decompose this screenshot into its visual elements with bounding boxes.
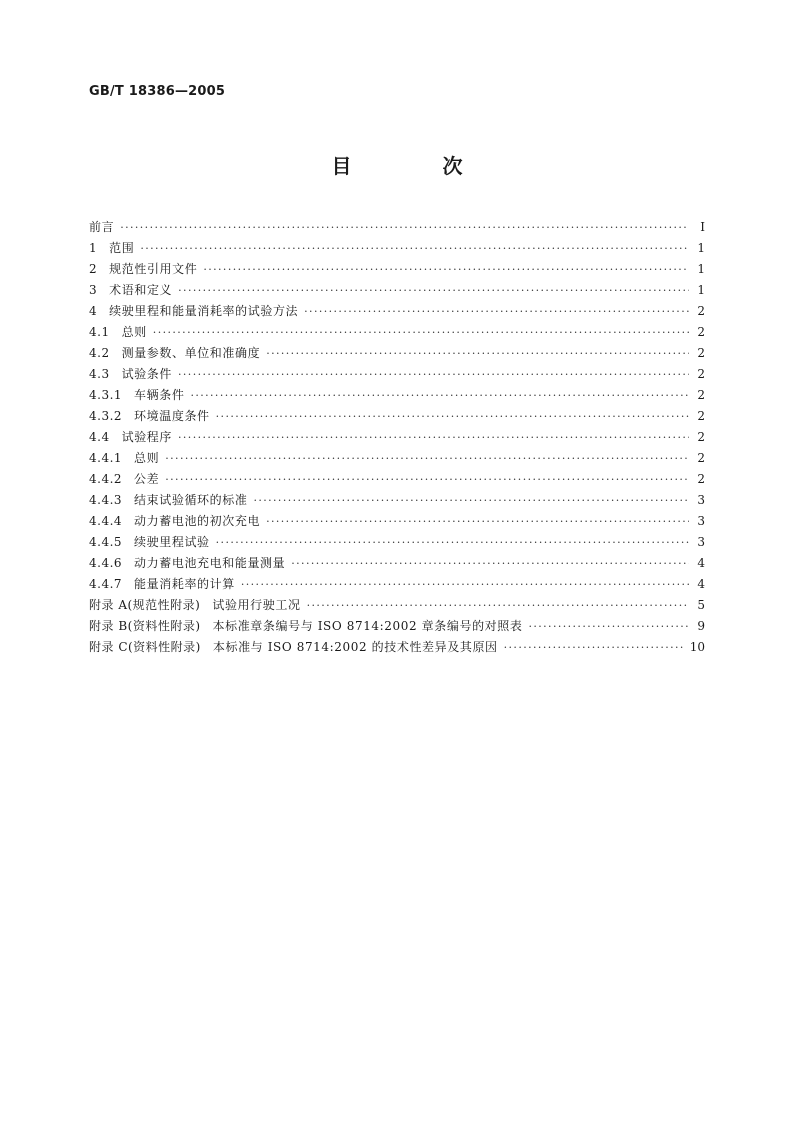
toc-entry-title: 车辆条件 [134,388,185,402]
toc-entry-number: 3 [89,283,98,297]
toc-entry-title: 测量参数、单位和准确度 [121,346,261,360]
toc-entry-text [89,343,260,364]
toc-entry-title: 术语和定义 [109,283,173,297]
toc-entry[interactable] [89,595,705,616]
toc-entry-text [89,616,522,637]
toc-entry-page: 2 [697,346,705,360]
toc-entry-title: 总则 [121,325,147,339]
toc-entry-title: 续驶里程和能量消耗率的试验方法 [109,304,299,318]
toc-dot-leader [120,217,689,238]
toc-entry[interactable] [89,553,705,574]
toc-entry-page: 5 [697,598,705,612]
document-code: GB/T 18386—2005 [89,84,226,99]
toc-entry-title: 范围 [109,241,135,255]
toc-entry-page: 4 [697,556,705,570]
toc-dot-leader [216,406,689,427]
toc-entry-title: 本标准章条编号与 ISO 8714:2002 章条编号的对照表 [212,619,523,633]
toc-entry-number: 4.3 [89,367,110,381]
toc-entry-page: 1 [697,262,705,276]
toc-entry-title: 规范性引用文件 [109,262,198,276]
toc-dot-leader [307,595,689,616]
toc-entry-number: 4.4.5 [89,535,123,549]
toc-entry-title: 环境温度条件 [134,409,210,423]
toc-entry-title: 结束试验循环的标准 [134,493,248,507]
toc-entry-number: 4.4.6 [89,556,123,570]
toc-entry-title: 本标准与 ISO 8714:2002 的技术性差异及其原因 [212,640,498,654]
toc-entry-page: 2 [697,430,705,444]
toc-entry-title: 试验条件 [121,367,172,381]
toc-dot-leader [504,637,684,658]
toc-entry-number: 1 [89,241,98,255]
toc-entry-text [89,406,210,427]
toc-entry-number: 附录 B(资料性附录) [89,619,201,633]
toc-entry-page: 2 [697,304,705,318]
toc-entry[interactable] [89,280,705,301]
toc-entry-number: 4.4.3 [89,493,123,507]
toc-entry-page: 2 [697,367,705,381]
toc-dot-leader [140,238,689,259]
toc-entry-text [89,259,197,280]
toc-dot-leader [253,490,689,511]
toc-entry[interactable] [89,427,705,448]
toc-entry[interactable] [89,490,705,511]
toc-entry-page: 9 [697,619,705,633]
toc-entry[interactable] [89,511,705,532]
toc-entry-text [89,637,498,658]
toc-entry[interactable] [89,238,705,259]
toc-entry[interactable] [89,217,705,238]
toc-entry-page: 2 [697,388,705,402]
toc-entry-number: 附录 A(规范性附录) [89,598,201,612]
toc-entry-number: 4.4.7 [89,577,123,591]
page-title: 目 次 [331,154,505,178]
table-of-contents [89,217,705,658]
toc-entry-text [89,322,147,343]
toc-entry-title: 前言 [89,220,115,234]
toc-entry-text [89,280,172,301]
toc-dot-leader [266,343,689,364]
toc-dot-leader [203,259,689,280]
toc-entry-page: 2 [697,325,705,339]
toc-entry-page: 2 [697,472,705,486]
toc-dot-leader [165,469,689,490]
toc-dot-leader [241,574,689,595]
toc-entry[interactable] [89,259,705,280]
toc-entry[interactable] [89,574,705,595]
toc-entry-number: 4.2 [89,346,110,360]
toc-entry-title: 总则 [134,451,160,465]
toc-entry[interactable] [89,385,705,406]
toc-entry-title: 试验用行驶工况 [212,598,301,612]
toc-entry[interactable] [89,301,705,322]
toc-entry-number: 2 [89,262,98,276]
toc-dot-leader [190,385,689,406]
toc-entry-text [89,532,210,553]
toc-entry-page: 1 [697,283,705,297]
toc-entry-text [89,574,235,595]
toc-entry-page: I [700,220,705,234]
toc-entry-text [89,427,172,448]
toc-entry-number: 附录 C(资料性附录) [89,640,201,654]
toc-entry-text [89,553,285,574]
toc-dot-leader [304,301,689,322]
toc-entry-number: 4.3.2 [89,409,123,423]
toc-entry[interactable] [89,343,705,364]
toc-entry-page: 3 [697,514,705,528]
toc-entry-number: 4.4.4 [89,514,123,528]
toc-entry-title: 续驶里程试验 [134,535,210,549]
toc-dot-leader [153,322,689,343]
toc-entry[interactable] [89,406,705,427]
toc-entry-text [89,511,260,532]
toc-entry-page: 2 [697,451,705,465]
toc-entry-page: 1 [697,241,705,255]
toc-dot-leader [216,532,689,553]
toc-entry[interactable] [89,469,705,490]
toc-dot-leader [291,553,689,574]
toc-entry[interactable] [89,637,705,658]
toc-entry-text [89,469,159,490]
toc-entry-text [89,217,114,238]
toc-dot-leader [528,616,689,637]
toc-entry-number: 4.3.1 [89,388,123,402]
toc-entry-text [89,595,301,616]
toc-dot-leader [178,280,689,301]
toc-entry-title: 能量消耗率的计算 [134,577,235,591]
toc-entry[interactable] [89,448,705,469]
toc-entry-number: 4.4 [89,430,110,444]
toc-entry-text [89,301,298,322]
toc-dot-leader [178,364,689,385]
toc-entry-text [89,238,134,259]
toc-entry-page: 4 [697,577,705,591]
toc-dot-leader [266,511,689,532]
toc-entry-page: 2 [697,409,705,423]
toc-entry-page: 3 [697,535,705,549]
toc-entry-text [89,448,159,469]
toc-entry-text [89,490,247,511]
toc-entry-title: 动力蓄电池的初次充电 [134,514,261,528]
toc-entry-number: 4 [89,304,98,318]
toc-entry-page: 3 [697,493,705,507]
toc-entry-number: 4.1 [89,325,110,339]
toc-entry-text [89,364,172,385]
toc-dot-leader [165,448,689,469]
toc-entry[interactable] [89,364,705,385]
toc-entry[interactable] [89,322,705,343]
toc-entry-title: 动力蓄电池充电和能量测量 [134,556,286,570]
toc-entry[interactable] [89,532,705,553]
toc-dot-leader [178,427,689,448]
toc-entry-text [89,385,184,406]
toc-entry-number: 4.4.1 [89,451,123,465]
toc-entry-number: 4.4.2 [89,472,123,486]
toc-entry-title: 试验程序 [121,430,172,444]
toc-entry[interactable] [89,616,705,637]
toc-entry-page: 10 [689,640,705,654]
toc-entry-title: 公差 [134,472,160,486]
